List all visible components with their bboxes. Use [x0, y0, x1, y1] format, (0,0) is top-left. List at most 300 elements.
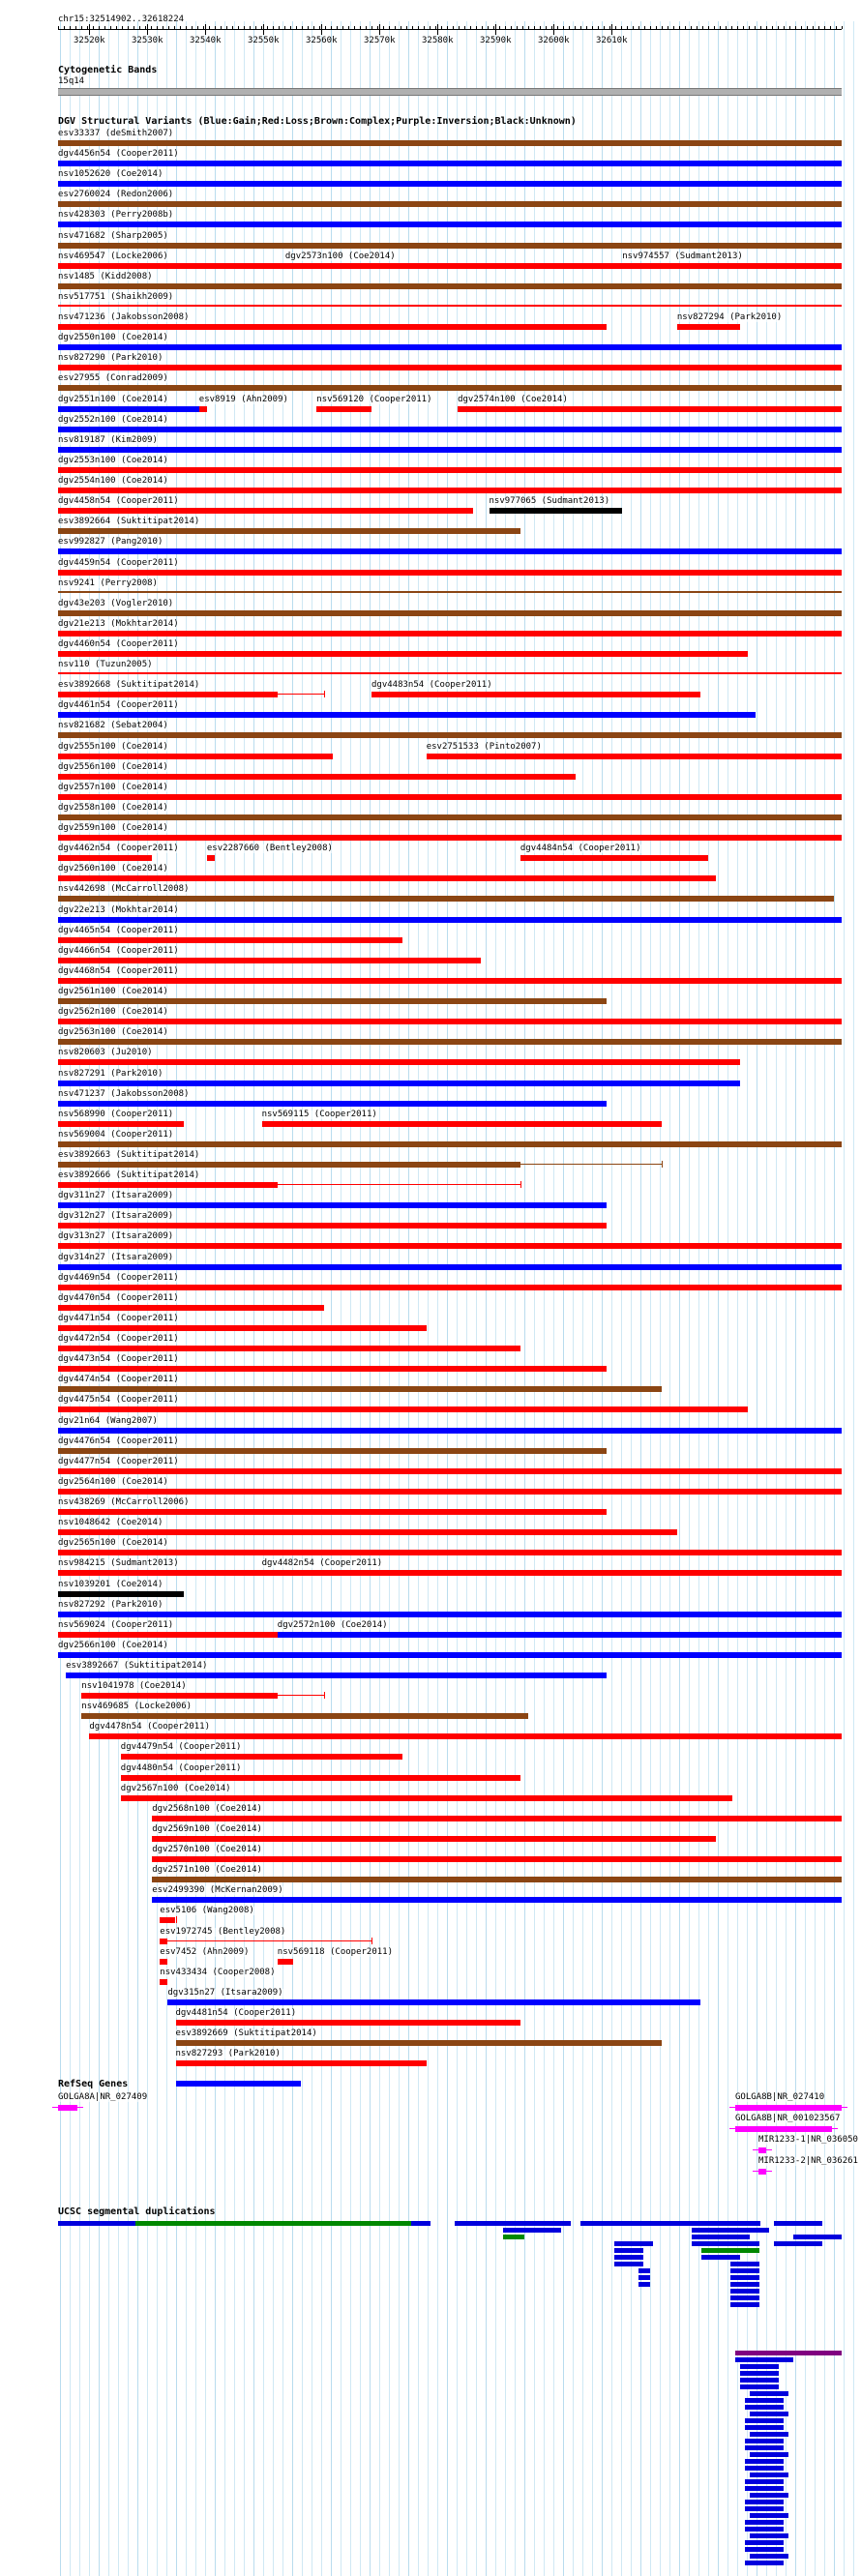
dgv-variant-label: nsv428303 (Perry2008b): [58, 210, 174, 221]
segdup-feature-bar[interactable]: [745, 2418, 784, 2423]
dgv-feature-row[interactable]: [0, 1477, 861, 1497]
dgv-variant-bar[interactable]: [520, 855, 708, 861]
dgv-feature-row[interactable]: [0, 1742, 861, 1762]
dgv-variant-bar[interactable]: [58, 1448, 607, 1454]
segdup-feature-bar[interactable]: [503, 2235, 524, 2239]
dgv-variant-bar[interactable]: [176, 2060, 427, 2066]
dgv-variant-bar[interactable]: [58, 835, 842, 841]
dgv-variant-bar[interactable]: [121, 1775, 520, 1781]
dgv-variant-bar[interactable]: [58, 344, 842, 350]
ruler-major-tick: [321, 24, 322, 35]
dgv-feature-row[interactable]: [0, 272, 861, 292]
dgv-variant-bar[interactable]: [58, 1406, 748, 1412]
dgv-variant-bar[interactable]: [58, 1223, 607, 1229]
dgv-variant-bar[interactable]: [58, 1550, 842, 1555]
dgv-feature-row[interactable]: [0, 1334, 861, 1354]
dgv-link-line: [278, 1184, 520, 1185]
segdup-feature-bar[interactable]: [745, 2466, 784, 2471]
cytoband-bar[interactable]: [58, 88, 842, 96]
dgv-variant-bar[interactable]: [152, 1836, 716, 1842]
dgv-feature-row[interactable]: [0, 1048, 861, 1068]
dgv-feature-row[interactable]: [0, 639, 861, 660]
dgv-variant-bar[interactable]: [199, 406, 207, 412]
segdup-feature-bar[interactable]: [745, 2500, 784, 2504]
dgv-feature-row[interactable]: [0, 619, 861, 639]
dgv-feature-row[interactable]: [0, 1824, 861, 1845]
dgv-feature-row[interactable]: [0, 395, 861, 415]
dgv-feature-row[interactable]: [0, 1069, 861, 1089]
refseq-gene-bar[interactable]: [735, 2126, 832, 2132]
dgv-feature-row[interactable]: [0, 1702, 861, 1722]
dgv-variant-bar[interactable]: [58, 998, 607, 1004]
ruler-minor-tick: [755, 26, 756, 29]
dgv-feature-row[interactable]: [0, 680, 861, 700]
segdup-feature-bar[interactable]: [745, 2459, 784, 2464]
dgv-feature-row[interactable]: [0, 496, 861, 517]
segdup-feature-bar[interactable]: [730, 2282, 759, 2287]
dgv-variant-bar[interactable]: [89, 1733, 842, 1739]
segdup-feature-bar[interactable]: [638, 2275, 650, 2280]
dgv-feature-row[interactable]: [0, 926, 861, 946]
dgv-feature-row[interactable]: [0, 578, 861, 599]
dgv-feature-row[interactable]: [0, 966, 861, 987]
dgv-variant-bar[interactable]: [81, 1713, 528, 1719]
dgv-feature-row[interactable]: [0, 1130, 861, 1150]
segdup-feature-bar[interactable]: [614, 2255, 643, 2260]
dgv-feature-row[interactable]: [0, 946, 861, 966]
segdup-feature-bar[interactable]: [745, 2486, 784, 2491]
segdup-feature-bar[interactable]: [745, 2445, 784, 2450]
segdup-feature-bar[interactable]: [750, 2513, 788, 2518]
dgv-feature-row[interactable]: [0, 721, 861, 741]
dgv-feature-row[interactable]: [0, 2008, 861, 2028]
dgv-variant-bar[interactable]: [427, 754, 842, 759]
dgv-link-end: [324, 691, 325, 697]
dgv-variant-bar[interactable]: [58, 1468, 842, 1474]
dgv-variant-bar[interactable]: [58, 570, 842, 576]
dgv-variant-bar[interactable]: [58, 875, 716, 881]
dgv-feature-row[interactable]: [0, 210, 861, 230]
dgv-feature-row[interactable]: [0, 1273, 861, 1293]
dgv-variant-bar[interactable]: [121, 1754, 403, 1760]
dgv-variant-bar[interactable]: [58, 1101, 607, 1107]
ruler-minor-tick: [575, 26, 576, 29]
segdup-feature-bar[interactable]: [745, 2479, 784, 2484]
dgv-variant-bar[interactable]: [490, 508, 623, 514]
dgv-feature-row[interactable]: [0, 1457, 861, 1477]
segdup-feature-bar[interactable]: [750, 2412, 788, 2416]
ruler-minor-tick: [296, 26, 297, 29]
dgv-variant-bar[interactable]: [58, 774, 576, 780]
dgv-feature-row[interactable]: [0, 1518, 861, 1538]
dgv-variant-bar[interactable]: [152, 1816, 842, 1821]
dgv-feature-row[interactable]: [0, 558, 861, 578]
dgv-feature-row[interactable]: [0, 1580, 861, 1600]
dgv-variant-bar[interactable]: [58, 814, 842, 820]
dgv-variant-bar[interactable]: [152, 1877, 842, 1882]
dgv-feature-row[interactable]: [0, 905, 861, 926]
dgv-feature-row[interactable]: [0, 762, 861, 783]
ruler-tick-label: 32520k: [74, 36, 105, 45]
dgv-feature-row[interactable]: [0, 1947, 861, 1968]
ruler-minor-tick: [795, 26, 796, 29]
dgv-variant-bar[interactable]: [121, 1795, 732, 1801]
segdup-feature-bar[interactable]: [774, 2221, 822, 2226]
dgv-variant-bar[interactable]: [176, 2081, 302, 2087]
segdup-feature-bar[interactable]: [793, 2235, 842, 2239]
segdup-feature-bar[interactable]: [745, 2425, 784, 2430]
dgv-variant-bar[interactable]: [285, 263, 607, 269]
segdup-feature-bar[interactable]: [750, 2472, 788, 2477]
dgv-feature-row[interactable]: [0, 1110, 861, 1130]
dgv-variant-bar[interactable]: [58, 181, 842, 187]
dgv-variant-bar[interactable]: [58, 692, 278, 697]
dgv-variant-label: dgv4456n54 (Cooper2011): [58, 149, 179, 160]
dgv-variant-bar[interactable]: [622, 263, 842, 269]
dgv-variant-bar[interactable]: [58, 1428, 842, 1434]
segdup-feature-bar[interactable]: [745, 2405, 784, 2410]
dgv-variant-bar[interactable]: [58, 1325, 427, 1331]
dgv-feature-row[interactable]: [0, 803, 861, 823]
dgv-feature-row[interactable]: [0, 2049, 861, 2069]
dgv-variant-bar[interactable]: [58, 1059, 740, 1065]
dgv-feature-row[interactable]: [0, 1007, 861, 1027]
dgv-feature-row[interactable]: [0, 1395, 861, 1415]
dgv-variant-bar[interactable]: [176, 2040, 662, 2046]
segdup-feature-bar[interactable]: [730, 2295, 759, 2300]
dgv-variant-bar[interactable]: [58, 1264, 842, 1270]
dgv-variant-bar[interactable]: [58, 365, 842, 370]
refseq-intron-line: [729, 2128, 838, 2129]
dgv-feature-row[interactable]: [0, 1620, 861, 1641]
dgv-feature-row[interactable]: [0, 599, 861, 619]
dgv-feature-row[interactable]: [0, 456, 861, 476]
dgv-feature-row[interactable]: [0, 1497, 861, 1518]
segdup-feature-bar[interactable]: [745, 2540, 784, 2545]
dgv-variant-bar[interactable]: [58, 732, 842, 738]
ruler-minor-tick: [633, 26, 634, 29]
dgv-feature-row[interactable]: [0, 1170, 861, 1191]
dgv-variant-bar[interactable]: [58, 1019, 842, 1024]
dgv-variant-bar[interactable]: [160, 1979, 167, 1985]
dgv-variant-bar[interactable]: [262, 1570, 842, 1576]
segdup-feature-bar[interactable]: [740, 2378, 779, 2383]
dgv-variant-bar[interactable]: [316, 406, 371, 412]
dgv-variant-bar[interactable]: [58, 651, 748, 657]
segdup-feature-bar[interactable]: [750, 2452, 788, 2457]
dgv-variant-bar[interactable]: [371, 692, 700, 697]
dgv-feature-row[interactable]: [0, 231, 861, 252]
dgv-variant-bar[interactable]: [58, 591, 842, 593]
dgv-feature-row[interactable]: [0, 1784, 861, 1804]
dgv-variant-label: dgv2571n100 (Coe2014): [152, 1865, 262, 1876]
segdup-feature-bar[interactable]: [692, 2228, 769, 2233]
refseq-gene-bar[interactable]: [735, 2105, 842, 2111]
segdup-feature-bar[interactable]: [730, 2302, 759, 2307]
dgv-feature-row[interactable]: [0, 1927, 861, 1947]
dgv-feature-row[interactable]: [0, 1804, 861, 1824]
dgv-variant-label: dgv2553n100 (Coe2014): [58, 455, 168, 465]
segdup-feature-bar[interactable]: [135, 2221, 411, 2226]
dgv-variant-bar[interactable]: [152, 1856, 842, 1862]
segdup-feature-bar[interactable]: [745, 2547, 784, 2552]
segdup-feature-bar[interactable]: [745, 2527, 784, 2532]
dgv-feature-row[interactable]: [0, 742, 861, 762]
dgv-variant-bar[interactable]: [81, 1693, 278, 1699]
segdup-feature-bar[interactable]: [735, 2357, 793, 2362]
dgv-variant-bar[interactable]: [58, 712, 756, 718]
dgv-link-end: [371, 1938, 372, 1944]
dgv-feature-row[interactable]: [0, 190, 861, 210]
dgv-variant-bar[interactable]: [58, 1039, 842, 1045]
dgv-feature-row[interactable]: [0, 1865, 861, 1885]
dgv-variant-bar[interactable]: [58, 1162, 520, 1168]
dgv-feature-row[interactable]: [0, 1191, 861, 1211]
segdup-feature-bar[interactable]: [614, 2241, 653, 2246]
ruler-minor-tick: [354, 26, 355, 29]
segdup-feature-bar[interactable]: [745, 2398, 784, 2403]
dgv-feature-row[interactable]: [0, 476, 861, 496]
dgv-variant-label: dgv2554n100 (Coe2014): [58, 476, 168, 487]
dgv-variant-bar[interactable]: [58, 1346, 520, 1351]
dgv-variant-bar[interactable]: [58, 467, 842, 473]
segdup-feature-bar[interactable]: [638, 2268, 650, 2273]
dgv-feature-row[interactable]: [0, 435, 861, 456]
dgv-feature-row[interactable]: [0, 1354, 861, 1375]
dgv-variant-bar[interactable]: [58, 140, 842, 146]
segdup-feature-bar[interactable]: [701, 2248, 759, 2253]
dgv-variant-bar[interactable]: [58, 794, 842, 800]
segdup-feature-bar[interactable]: [745, 2506, 784, 2511]
segdup-feature-bar[interactable]: [701, 2255, 740, 2260]
segdup-feature-bar[interactable]: [503, 2228, 561, 2233]
dgv-feature-row[interactable]: [0, 1988, 861, 2008]
dgv-variant-bar[interactable]: [278, 1632, 842, 1638]
dgv-variant-bar[interactable]: [58, 1509, 607, 1515]
dgv-feature-row[interactable]: [0, 2069, 861, 2089]
dgv-feature-row[interactable]: [0, 149, 861, 169]
dgv-variant-bar[interactable]: [58, 958, 481, 963]
segdup-feature-bar[interactable]: [740, 2371, 779, 2376]
dgv-variant-bar[interactable]: [160, 1939, 167, 1944]
segdup-feature-bar[interactable]: [750, 2533, 788, 2538]
dgv-variant-bar[interactable]: [58, 222, 842, 227]
dgv-feature-row[interactable]: [0, 1211, 861, 1231]
dgv-variant-bar[interactable]: [677, 324, 740, 330]
dgv-feature-row[interactable]: [0, 1089, 861, 1110]
dgv-variant-bar[interactable]: [58, 488, 842, 493]
dgv-feature-row[interactable]: [0, 129, 861, 149]
refseq-gene-bar[interactable]: [758, 2147, 766, 2153]
segdup-feature-bar[interactable]: [730, 2289, 759, 2294]
segdup-feature-bar[interactable]: [745, 2439, 784, 2443]
segdup-feature-bar[interactable]: [692, 2241, 759, 2246]
dgv-variant-bar[interactable]: [207, 855, 215, 861]
dgv-variant-bar[interactable]: [58, 385, 842, 391]
dgv-feature-row[interactable]: [0, 415, 861, 435]
dgv-variant-bar[interactable]: [160, 1917, 175, 1923]
segdup-feature-bar[interactable]: [774, 2241, 822, 2246]
dgv-feature-row[interactable]: [0, 1314, 861, 1334]
dgv-feature-row[interactable]: [0, 1416, 861, 1436]
segdup-feature-bar[interactable]: [745, 2561, 784, 2565]
segdup-feature-bar[interactable]: [638, 2282, 650, 2287]
dgv-variant-bar[interactable]: [58, 1182, 278, 1188]
dgv-feature-row[interactable]: [0, 1231, 861, 1252]
segdup-feature-bar[interactable]: [740, 2384, 779, 2389]
dgv-link-end: [662, 1161, 663, 1168]
ruler-minor-tick: [441, 26, 442, 29]
dgv-variant-label: dgv43e203 (Vogler2010): [58, 598, 174, 608]
segdup-feature-bar[interactable]: [730, 2275, 759, 2280]
segdup-feature-bar[interactable]: [750, 2493, 788, 2498]
dgv-feature-row[interactable]: [0, 823, 861, 844]
dgv-feature-row[interactable]: [0, 2028, 861, 2049]
dgv-feature-row[interactable]: [0, 169, 861, 190]
refseq-gene-bar[interactable]: [758, 2169, 766, 2175]
dgv-feature-row[interactable]: [0, 1538, 861, 1558]
dgv-variant-bar[interactable]: [58, 631, 842, 637]
segdup-feature-bar[interactable]: [695, 2221, 760, 2226]
ruler-minor-tick: [528, 26, 529, 29]
dgv-variant-bar[interactable]: [58, 1386, 662, 1392]
dgv-feature-row[interactable]: [0, 517, 861, 537]
dgv-variant-bar[interactable]: [58, 406, 207, 412]
dgv-variant-bar[interactable]: [176, 2020, 520, 2026]
dgv-variant-bar[interactable]: [152, 1897, 842, 1903]
dgv-variant-label: nsv827292 (Park2010): [58, 1599, 163, 1610]
dgv-variant-label: nsv442698 (McCarroll2008): [58, 884, 190, 895]
dgv-variant-bar[interactable]: [458, 406, 842, 412]
dgv-variant-label: esv8919 (Ahn2009): [198, 394, 288, 404]
dgv-feature-row[interactable]: [0, 373, 861, 394]
segdup-feature-bar[interactable]: [735, 2351, 842, 2355]
dgv-variant-bar[interactable]: [58, 201, 842, 207]
dgv-variant-bar[interactable]: [58, 917, 842, 923]
dgv-feature-row[interactable]: [0, 1253, 861, 1273]
dgv-variant-bar[interactable]: [58, 1243, 842, 1249]
dgv-feature-row[interactable]: [0, 864, 861, 884]
dgv-variant-bar[interactable]: [58, 1202, 607, 1208]
dgv-feature-row[interactable]: [0, 252, 861, 272]
dgv-variant-bar[interactable]: [58, 978, 842, 984]
dgv-link-end: [324, 1692, 325, 1699]
segdup-feature-bar[interactable]: [580, 2221, 697, 2226]
ruler-major-tick: [437, 24, 438, 35]
segdup-feature-bar[interactable]: [614, 2248, 643, 2253]
dgv-feature-row[interactable]: [0, 1558, 861, 1579]
dgv-variant-bar[interactable]: [58, 754, 333, 759]
dgv-feature-row[interactable]: [0, 333, 861, 353]
dgv-feature-row[interactable]: [0, 353, 861, 373]
dgv-variant-bar[interactable]: [58, 243, 842, 249]
dgv-variant-bar[interactable]: [58, 610, 842, 616]
dgv-variant-bar[interactable]: [58, 528, 520, 534]
dgv-variant-bar[interactable]: [66, 1673, 607, 1678]
dgv-feature-row[interactable]: [0, 660, 861, 680]
segdup-feature-bar[interactable]: [455, 2221, 571, 2226]
dgv-variant-bar[interactable]: [58, 1121, 184, 1127]
segdup-feature-bar[interactable]: [750, 2554, 788, 2559]
segdup-feature-bar[interactable]: [614, 2262, 643, 2266]
dgv-variant-bar[interactable]: [58, 427, 842, 432]
dgv-variant-label: esv3892664 (Suktitipat2014): [58, 517, 200, 527]
dgv-feature-row[interactable]: [0, 1845, 861, 1865]
segdup-feature-bar[interactable]: [692, 2235, 750, 2239]
dgv-feature-row[interactable]: [0, 1968, 861, 1988]
segdup-feature-bar[interactable]: [745, 2520, 784, 2525]
dgv-feature-row[interactable]: [0, 987, 861, 1007]
dgv-feature-row[interactable]: [0, 1885, 861, 1906]
dgv-variant-bar[interactable]: [58, 855, 152, 861]
dgv-feature-row[interactable]: [0, 1150, 861, 1170]
segdup-feature-bar[interactable]: [730, 2262, 759, 2266]
dgv-variant-bar[interactable]: [58, 324, 607, 330]
dgv-variant-bar[interactable]: [58, 1081, 740, 1086]
dgv-feature-row[interactable]: [0, 1681, 861, 1702]
ruler-minor-tick: [801, 26, 802, 29]
dgv-feature-row[interactable]: [0, 844, 861, 864]
dgv-feature-row[interactable]: [0, 700, 861, 721]
dgv-feature-row[interactable]: [0, 1641, 861, 1661]
dgv-variant-bar[interactable]: [58, 283, 842, 289]
segdup-feature-bar[interactable]: [750, 2391, 788, 2396]
dgv-variant-bar[interactable]: [160, 1959, 167, 1965]
dgv-feature-row[interactable]: [0, 1661, 861, 1681]
dgv-feature-row[interactable]: [0, 312, 861, 333]
dgv-variant-bar[interactable]: [262, 1121, 662, 1127]
dgv-variant-bar[interactable]: [58, 1285, 842, 1290]
dgv-variant-bar[interactable]: [58, 937, 402, 943]
dgv-feature-row[interactable]: [0, 1600, 861, 1620]
dgv-variant-bar[interactable]: [58, 1141, 842, 1147]
dgv-variant-bar[interactable]: [58, 1305, 324, 1311]
dgv-feature-row[interactable]: [0, 1763, 861, 1784]
dgv-feature-row[interactable]: [0, 1436, 861, 1457]
segdup-feature-bar[interactable]: [730, 2268, 759, 2273]
dgv-feature-row[interactable]: [0, 1293, 861, 1314]
dgv-variant-bar[interactable]: [58, 1652, 842, 1658]
dgv-feature-row[interactable]: [0, 1375, 861, 1395]
dgv-feature-row[interactable]: [0, 537, 861, 557]
dgv-variant-bar[interactable]: [167, 1999, 700, 2005]
dgv-variant-bar[interactable]: [58, 548, 842, 554]
segdup-feature-bar[interactable]: [740, 2364, 779, 2369]
dgv-feature-row[interactable]: [0, 1906, 861, 1926]
dgv-variant-bar[interactable]: [58, 672, 842, 674]
dgv-variant-bar[interactable]: [58, 305, 842, 307]
refseq-gene-bar[interactable]: [58, 2105, 77, 2111]
ruler-minor-tick: [110, 26, 111, 29]
dgv-variant-bar[interactable]: [58, 1489, 842, 1495]
dgv-variant-bar[interactable]: [58, 1529, 677, 1535]
segdup-feature-bar[interactable]: [750, 2432, 788, 2437]
dgv-feature-row[interactable]: [0, 1027, 861, 1048]
dgv-variant-bar[interactable]: [58, 161, 842, 166]
dgv-feature-row[interactable]: [0, 1722, 861, 1742]
dgv-variant-bar[interactable]: [58, 508, 473, 514]
dgv-variant-bar[interactable]: [58, 1612, 842, 1617]
dgv-feature-row[interactable]: [0, 884, 861, 904]
dgv-feature-row[interactable]: [0, 783, 861, 803]
dgv-variant-bar[interactable]: [58, 896, 834, 902]
ruler-tick-label: 32580k: [422, 36, 454, 45]
dgv-variant-bar[interactable]: [58, 447, 842, 453]
dgv-variant-bar[interactable]: [58, 1591, 184, 1597]
dgv-feature-row[interactable]: [0, 292, 861, 312]
dgv-variant-bar[interactable]: [278, 1959, 293, 1965]
dgv-variant-bar[interactable]: [58, 1366, 607, 1372]
